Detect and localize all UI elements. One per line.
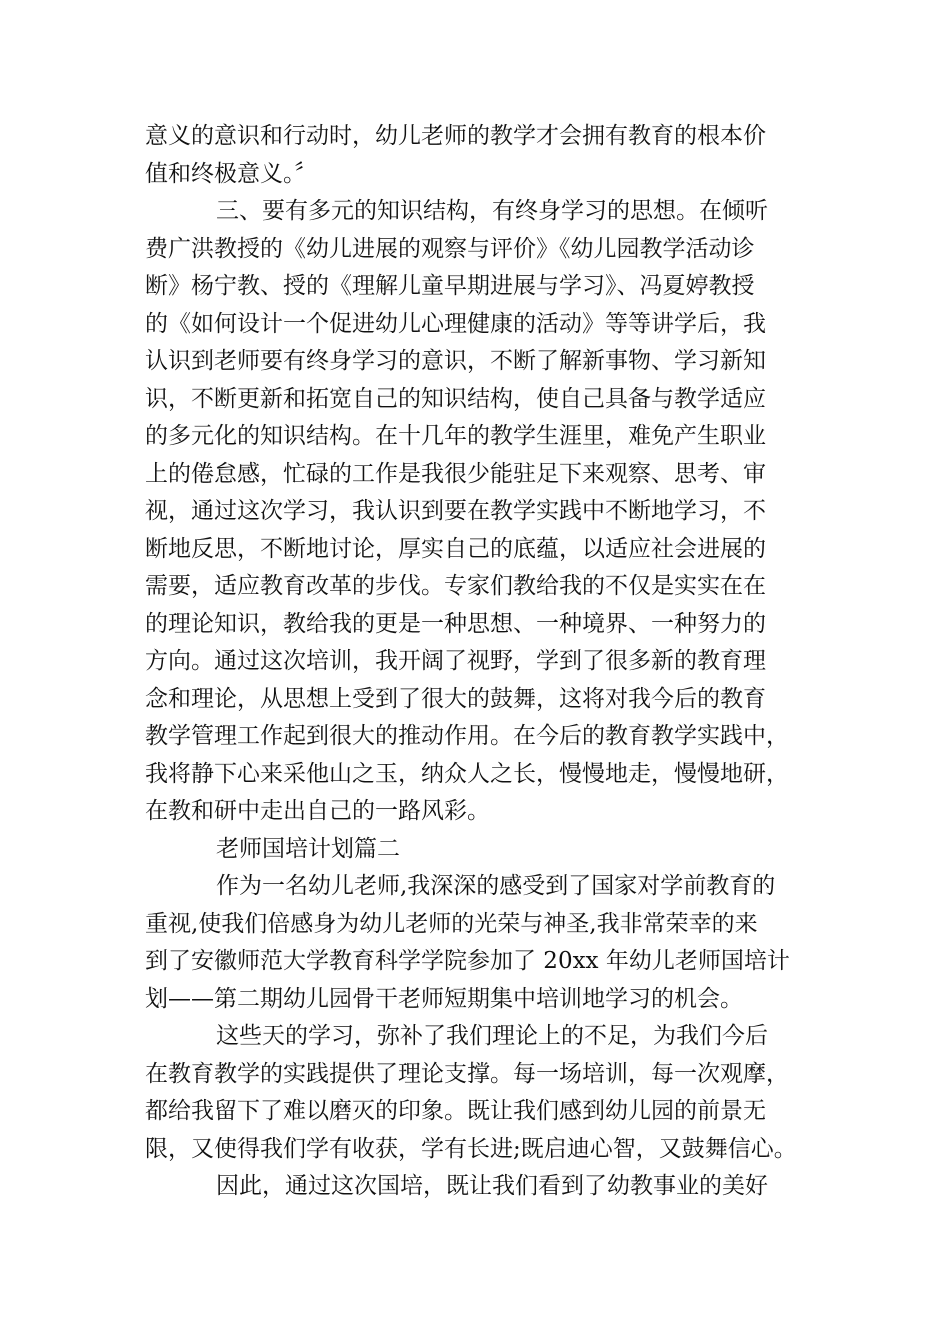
text-line: 划——第二期幼儿园骨干老师短期集中培训地学习的机会。 — [145, 985, 743, 1012]
text-line: 视，通过这次学习，我认识到要在教学实践中不断地学习，不 — [145, 498, 766, 524]
text-line: 方向。通过这次培训，我开阔了视野，学到了很多新的教育理 — [145, 648, 766, 674]
text-line: 的《如何设计一个促进幼儿心理健康的活动》等等讲学后，我 — [145, 310, 766, 337]
text-line: 教学管理工作起到很大的推动作用。在今后的教育教学实践中， — [145, 723, 789, 749]
text-line: 我将静下心来采他山之玉，纳众人之长，慢慢地走，慢慢地研， — [145, 760, 789, 787]
text-line: 重视,使我们倍感身为幼儿老师的光荣与神圣,我非常荣幸的来 — [145, 910, 758, 937]
text-line: 识，不断更新和拓宽自己的知识结构，使自己具备与教学适应 — [145, 385, 766, 412]
body-text — [145, 118, 815, 1206]
text-line: 老师国培计划篇二 — [216, 835, 400, 862]
text-line: 在教和研中走出自己的一路风彩。 — [145, 798, 490, 824]
text-line: 的理论知识，教给我的更是一种思想、一种境界、一种努力的 — [145, 610, 766, 637]
text-line: 这些天的学习，弥补了我们理论上的不足，为我们今后 — [216, 1023, 768, 1049]
text-line: 断地反思，不断地讨论，厚实自己的底蕴，以适应社会进展的 — [145, 535, 766, 562]
text-line: 值和终极意义。〞 — [145, 160, 318, 187]
text-line: 作为一名幼儿老师,我深深的感受到了国家对学前教育的 — [216, 873, 776, 899]
text-line: 认识到老师要有终身学习的意识，不断了解新事物、学习新知 — [145, 348, 766, 374]
text-line: 上的倦怠感，忙碌的工作是我很少能驻足下来观察、思考、审 — [145, 460, 766, 487]
text-line: 因此，通过这次国培，既让我们看到了幼教事业的美好 — [216, 1173, 768, 1199]
text-line: 意义的意识和行动时，幼儿老师的教学才会拥有教育的根本价 — [145, 123, 766, 149]
text-line: 念和理论，从思想上受到了很大的鼓舞，这将对我今后的教育 — [145, 685, 766, 712]
text-line: 需要，适应教育改革的步伐。专家们教给我的不仅是实实在在 — [145, 573, 766, 599]
text-line: 到了安徽师范大学教育科学学院参加了 20xx 年幼儿老师国培计 — [145, 948, 790, 974]
text-line: 在教育教学的实践提供了理论支撑。每一场培训，每一次观摩， — [145, 1060, 789, 1087]
text-line: 的多元化的知识结构。在十几年的教学生涯里，难免产生职业 — [145, 423, 766, 449]
text-line: 三、要有多元的知识结构，有终身学习的思想。在倾听 — [216, 198, 768, 224]
text-line: 都给我留下了难以磨灭的印象。既让我们感到幼儿园的前景无 — [145, 1098, 766, 1124]
text-line: 限，又使得我们学有收获，学有长进;既启迪心智，又鼓舞信心。 — [145, 1135, 797, 1162]
text-line: 费广洪教授的《幼儿进展的观察与评价》《幼儿园教学活动诊 — [145, 235, 755, 262]
text-line: 断》杨宁教、授的《理解儿童早期进展与学习》、冯夏婷教授 — [145, 273, 755, 299]
